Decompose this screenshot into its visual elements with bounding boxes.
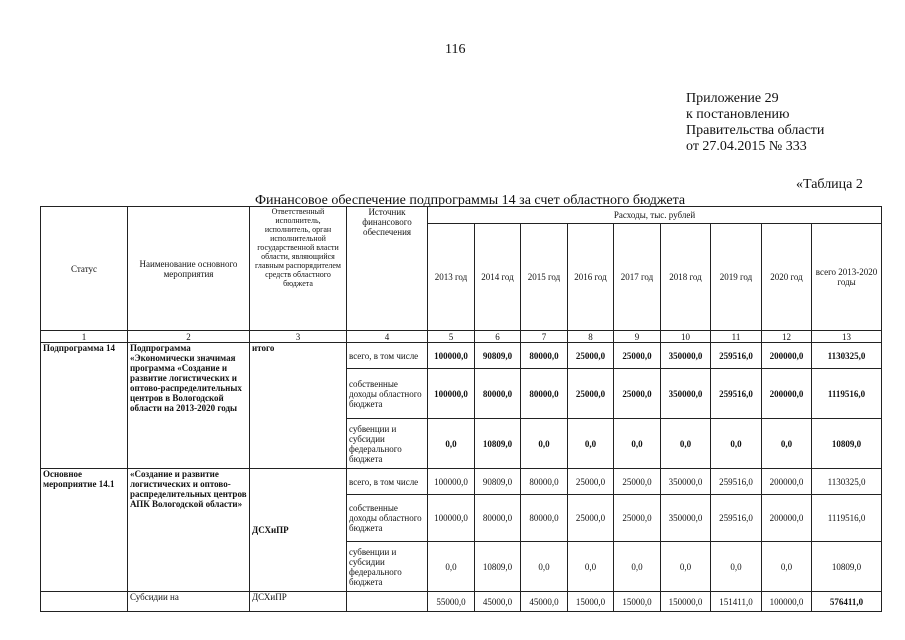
value-cell: 45000,0 [521, 592, 568, 612]
value-cell-total: 1130325,0 [812, 343, 882, 369]
value-cell-total: 576411,0 [812, 592, 882, 612]
value-cell: 15000,0 [568, 592, 614, 612]
value-cell: 259516,0 [711, 495, 762, 542]
value-cell: 25000,0 [568, 469, 614, 495]
value-cell: 25000,0 [568, 343, 614, 369]
header-year: 2015 год [521, 224, 568, 331]
row-source: собственные доходы областного бюджета [347, 369, 428, 419]
value-cell: 350000,0 [661, 469, 711, 495]
value-cell: 25000,0 [614, 495, 661, 542]
value-cell: 350000,0 [661, 343, 711, 369]
value-cell: 200000,0 [762, 469, 812, 495]
value-cell: 0,0 [521, 419, 568, 469]
header-year: 2019 год [711, 224, 762, 331]
value-cell: 15000,0 [614, 592, 661, 612]
value-cell: 0,0 [762, 419, 812, 469]
value-cell: 45000,0 [475, 592, 521, 612]
col-number: 4 [347, 331, 428, 343]
appendix-line-1: Приложение 29 [686, 91, 779, 106]
value-cell: 80000,0 [521, 469, 568, 495]
appendix-line-2: к постановлению [686, 107, 790, 122]
value-cell: 90809,0 [475, 469, 521, 495]
row-source: субвенции и субсидии федерального бюджета [347, 419, 428, 469]
value-cell-total: 10809,0 [812, 419, 882, 469]
header-year: 2013 год [428, 224, 475, 331]
value-cell: 0,0 [711, 419, 762, 469]
value-cell-total: 10809,0 [812, 542, 882, 592]
value-cell: 0,0 [661, 542, 711, 592]
table-row [41, 343, 882, 369]
col-number: 6 [475, 331, 521, 343]
row-status [41, 592, 128, 612]
value-cell: 80000,0 [475, 369, 521, 419]
value-cell: 100000,0 [762, 592, 812, 612]
col-number: 3 [250, 331, 347, 343]
value-cell: 80000,0 [521, 495, 568, 542]
value-cell-total: 1119516,0 [812, 369, 882, 419]
value-cell: 55000,0 [428, 592, 475, 612]
row-name: «Создание и развитие логистических и оптово-распределительных центров АПК Вологодской области» [128, 469, 250, 592]
header-responsible: Ответственный исполнитель, исполнитель, орган исполнительной государственной власти области, являющийся главным распорядителем средств областного бюджета [250, 207, 347, 331]
row-source: всего, в том числе [347, 469, 428, 495]
finance-table-wrapper [40, 206, 882, 612]
value-cell: 25000,0 [614, 343, 661, 369]
header-name: Наименование основного мероприятия [128, 207, 250, 331]
value-cell: 100000,0 [428, 495, 475, 542]
col-number: 5 [428, 331, 475, 343]
value-cell: 200000,0 [762, 343, 812, 369]
value-cell: 0,0 [711, 542, 762, 592]
value-cell: 0,0 [428, 419, 475, 469]
row-name: Субсидии на [128, 592, 250, 612]
value-cell: 25000,0 [614, 369, 661, 419]
header-source: Источник финансового обеспечения [347, 207, 428, 331]
col-number: 2 [128, 331, 250, 343]
col-number: 8 [568, 331, 614, 343]
header-year: 2016 год [568, 224, 614, 331]
value-cell: 100000,0 [428, 369, 475, 419]
row-responsible: ДСХиПР [250, 592, 347, 612]
value-cell: 0,0 [521, 542, 568, 592]
value-cell: 25000,0 [568, 495, 614, 542]
value-cell: 0,0 [568, 542, 614, 592]
table-title: Финансовое обеспечение подпрограммы 14 за счет областного бюджета [255, 193, 686, 208]
header-expenses: Расходы, тыс. рублей [428, 207, 882, 224]
row-source [347, 592, 428, 612]
header-year: 2014 год [475, 224, 521, 331]
col-number: 12 [762, 331, 812, 343]
value-cell: 100000,0 [428, 469, 475, 495]
value-cell: 10809,0 [475, 542, 521, 592]
value-cell: 90809,0 [475, 343, 521, 369]
value-cell: 0,0 [614, 419, 661, 469]
row-source: субвенции и субсидии федерального бюджета [347, 542, 428, 592]
finance-table [40, 206, 882, 612]
row-responsible: ДСХиПР [250, 469, 347, 592]
col-number: 7 [521, 331, 568, 343]
value-cell: 350000,0 [661, 369, 711, 419]
table-row [41, 592, 882, 612]
appendix-line-4: от 27.04.2015 № 333 [686, 139, 807, 154]
value-cell: 350000,0 [661, 495, 711, 542]
value-cell: 100000,0 [428, 343, 475, 369]
value-cell: 151411,0 [711, 592, 762, 612]
row-name: Подпрограмма «Экономически значимая программа «Создание и развитие логистических и оптово-распределительных центров в Вологодской области на 2013-2020 годы [128, 343, 250, 469]
row-responsible: итого [250, 343, 347, 469]
value-cell: 259516,0 [711, 369, 762, 419]
col-number: 13 [812, 331, 882, 343]
value-cell: 80000,0 [521, 369, 568, 419]
row-status: Подпрограмма 14 [41, 343, 128, 469]
column-numbers-row [41, 331, 882, 343]
table-row [41, 469, 882, 495]
value-cell: 0,0 [428, 542, 475, 592]
value-cell: 0,0 [762, 542, 812, 592]
value-cell: 25000,0 [568, 369, 614, 419]
col-number: 11 [711, 331, 762, 343]
value-cell: 25000,0 [614, 469, 661, 495]
header-year: 2018 год [661, 224, 711, 331]
row-source: всего, в том числе [347, 343, 428, 369]
value-cell: 80000,0 [521, 343, 568, 369]
header-year-total: всего 2013-2020 годы [812, 224, 882, 331]
value-cell: 0,0 [661, 419, 711, 469]
header-status: Статус [41, 207, 128, 331]
row-status: Основное мероприятие 14.1 [41, 469, 128, 592]
col-number: 9 [614, 331, 661, 343]
value-cell: 0,0 [614, 542, 661, 592]
value-cell: 200000,0 [762, 369, 812, 419]
appendix-line-3: Правительства области [686, 123, 825, 138]
page-number: 116 [445, 42, 466, 57]
value-cell: 259516,0 [711, 343, 762, 369]
value-cell: 10809,0 [475, 419, 521, 469]
table-label: «Таблица 2 [796, 177, 863, 192]
appendix-note [686, 91, 824, 155]
value-cell: 150000,0 [661, 592, 711, 612]
value-cell-total: 1119516,0 [812, 495, 882, 542]
value-cell: 0,0 [568, 419, 614, 469]
value-cell: 80000,0 [475, 495, 521, 542]
col-number: 1 [41, 331, 128, 343]
value-cell-total: 1130325,0 [812, 469, 882, 495]
value-cell: 259516,0 [711, 469, 762, 495]
col-number: 10 [661, 331, 711, 343]
header-year: 2020 год [762, 224, 812, 331]
header-year: 2017 год [614, 224, 661, 331]
value-cell: 200000,0 [762, 495, 812, 542]
row-source: собственные доходы областного бюджета [347, 495, 428, 542]
